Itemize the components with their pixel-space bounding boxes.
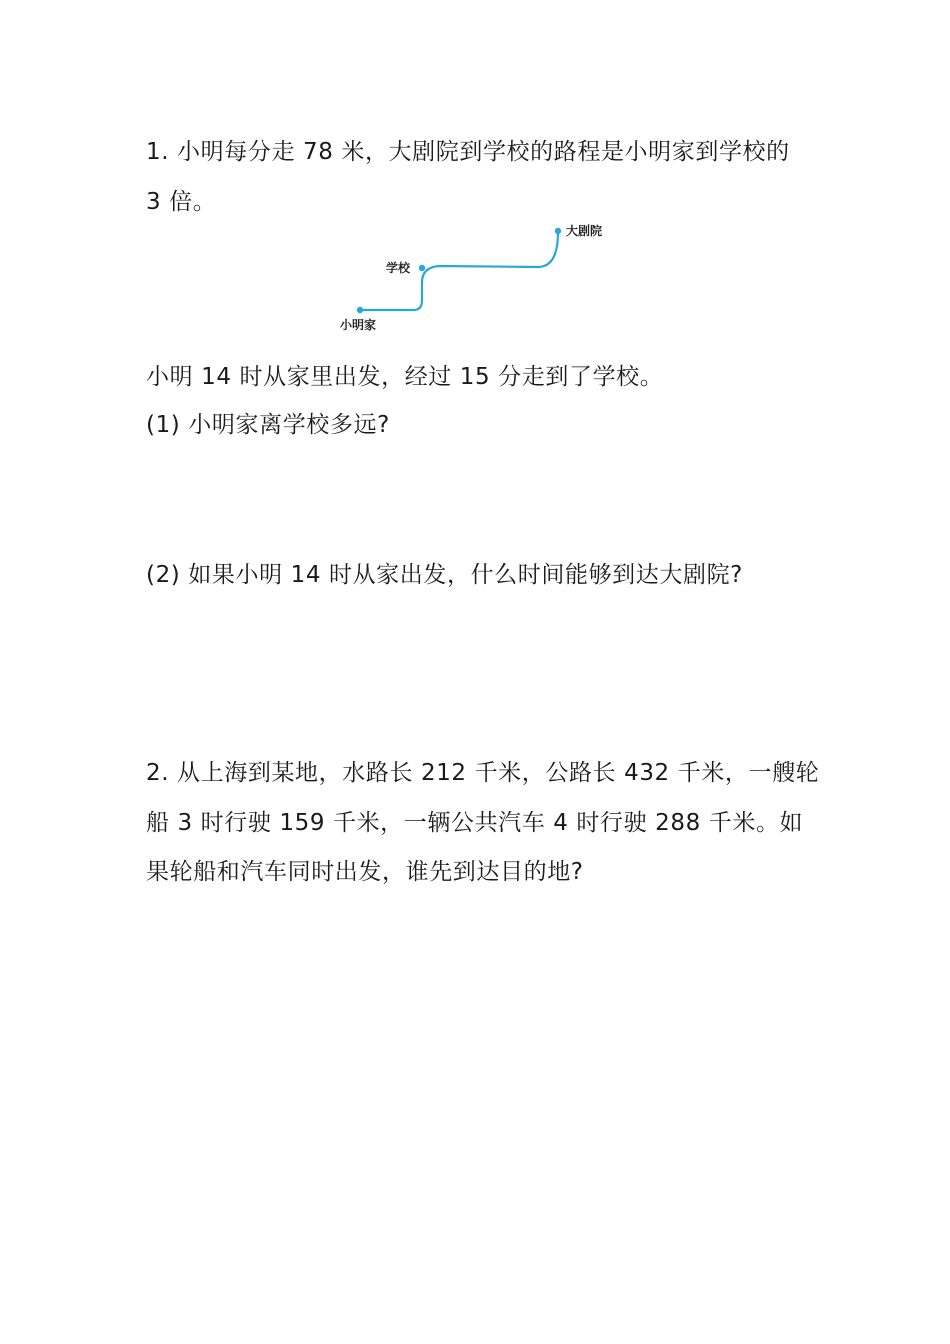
problem-1-line-2: 3 倍。	[146, 189, 217, 215]
question-1: (1) 小明家离学校多远?	[146, 412, 390, 438]
home-label: 小明家	[340, 318, 377, 332]
problem-1-line-3: 小明 14 时从家里出发，经过 15 分走到了学校。	[146, 364, 664, 390]
problem-2-line-1: 2. 从上海到某地，水路长 212 千米，公路长 432 千米，一艘轮	[146, 760, 820, 786]
home-dot	[357, 307, 363, 313]
question-2: (2) 如果小明 14 时从家出发，什么时间能够到达大剧院?	[146, 562, 743, 588]
problem-2-line-2: 船 3 时行驶 159 千米，一辆公共汽车 4 时行驶 288 千米。如	[146, 810, 804, 836]
theater-dot	[555, 228, 561, 234]
route-diagram	[330, 215, 630, 340]
problem-1-line-1: 1. 小明每分走 78 米，大剧院到学校的路程是小明家到学校的	[146, 139, 790, 165]
problem-2-line-3: 果轮船和汽车同时出发，谁先到达目的地?	[146, 859, 584, 885]
school-dot	[419, 265, 425, 271]
theater-label: 大剧院	[566, 224, 603, 238]
school-label: 学校	[386, 261, 411, 275]
